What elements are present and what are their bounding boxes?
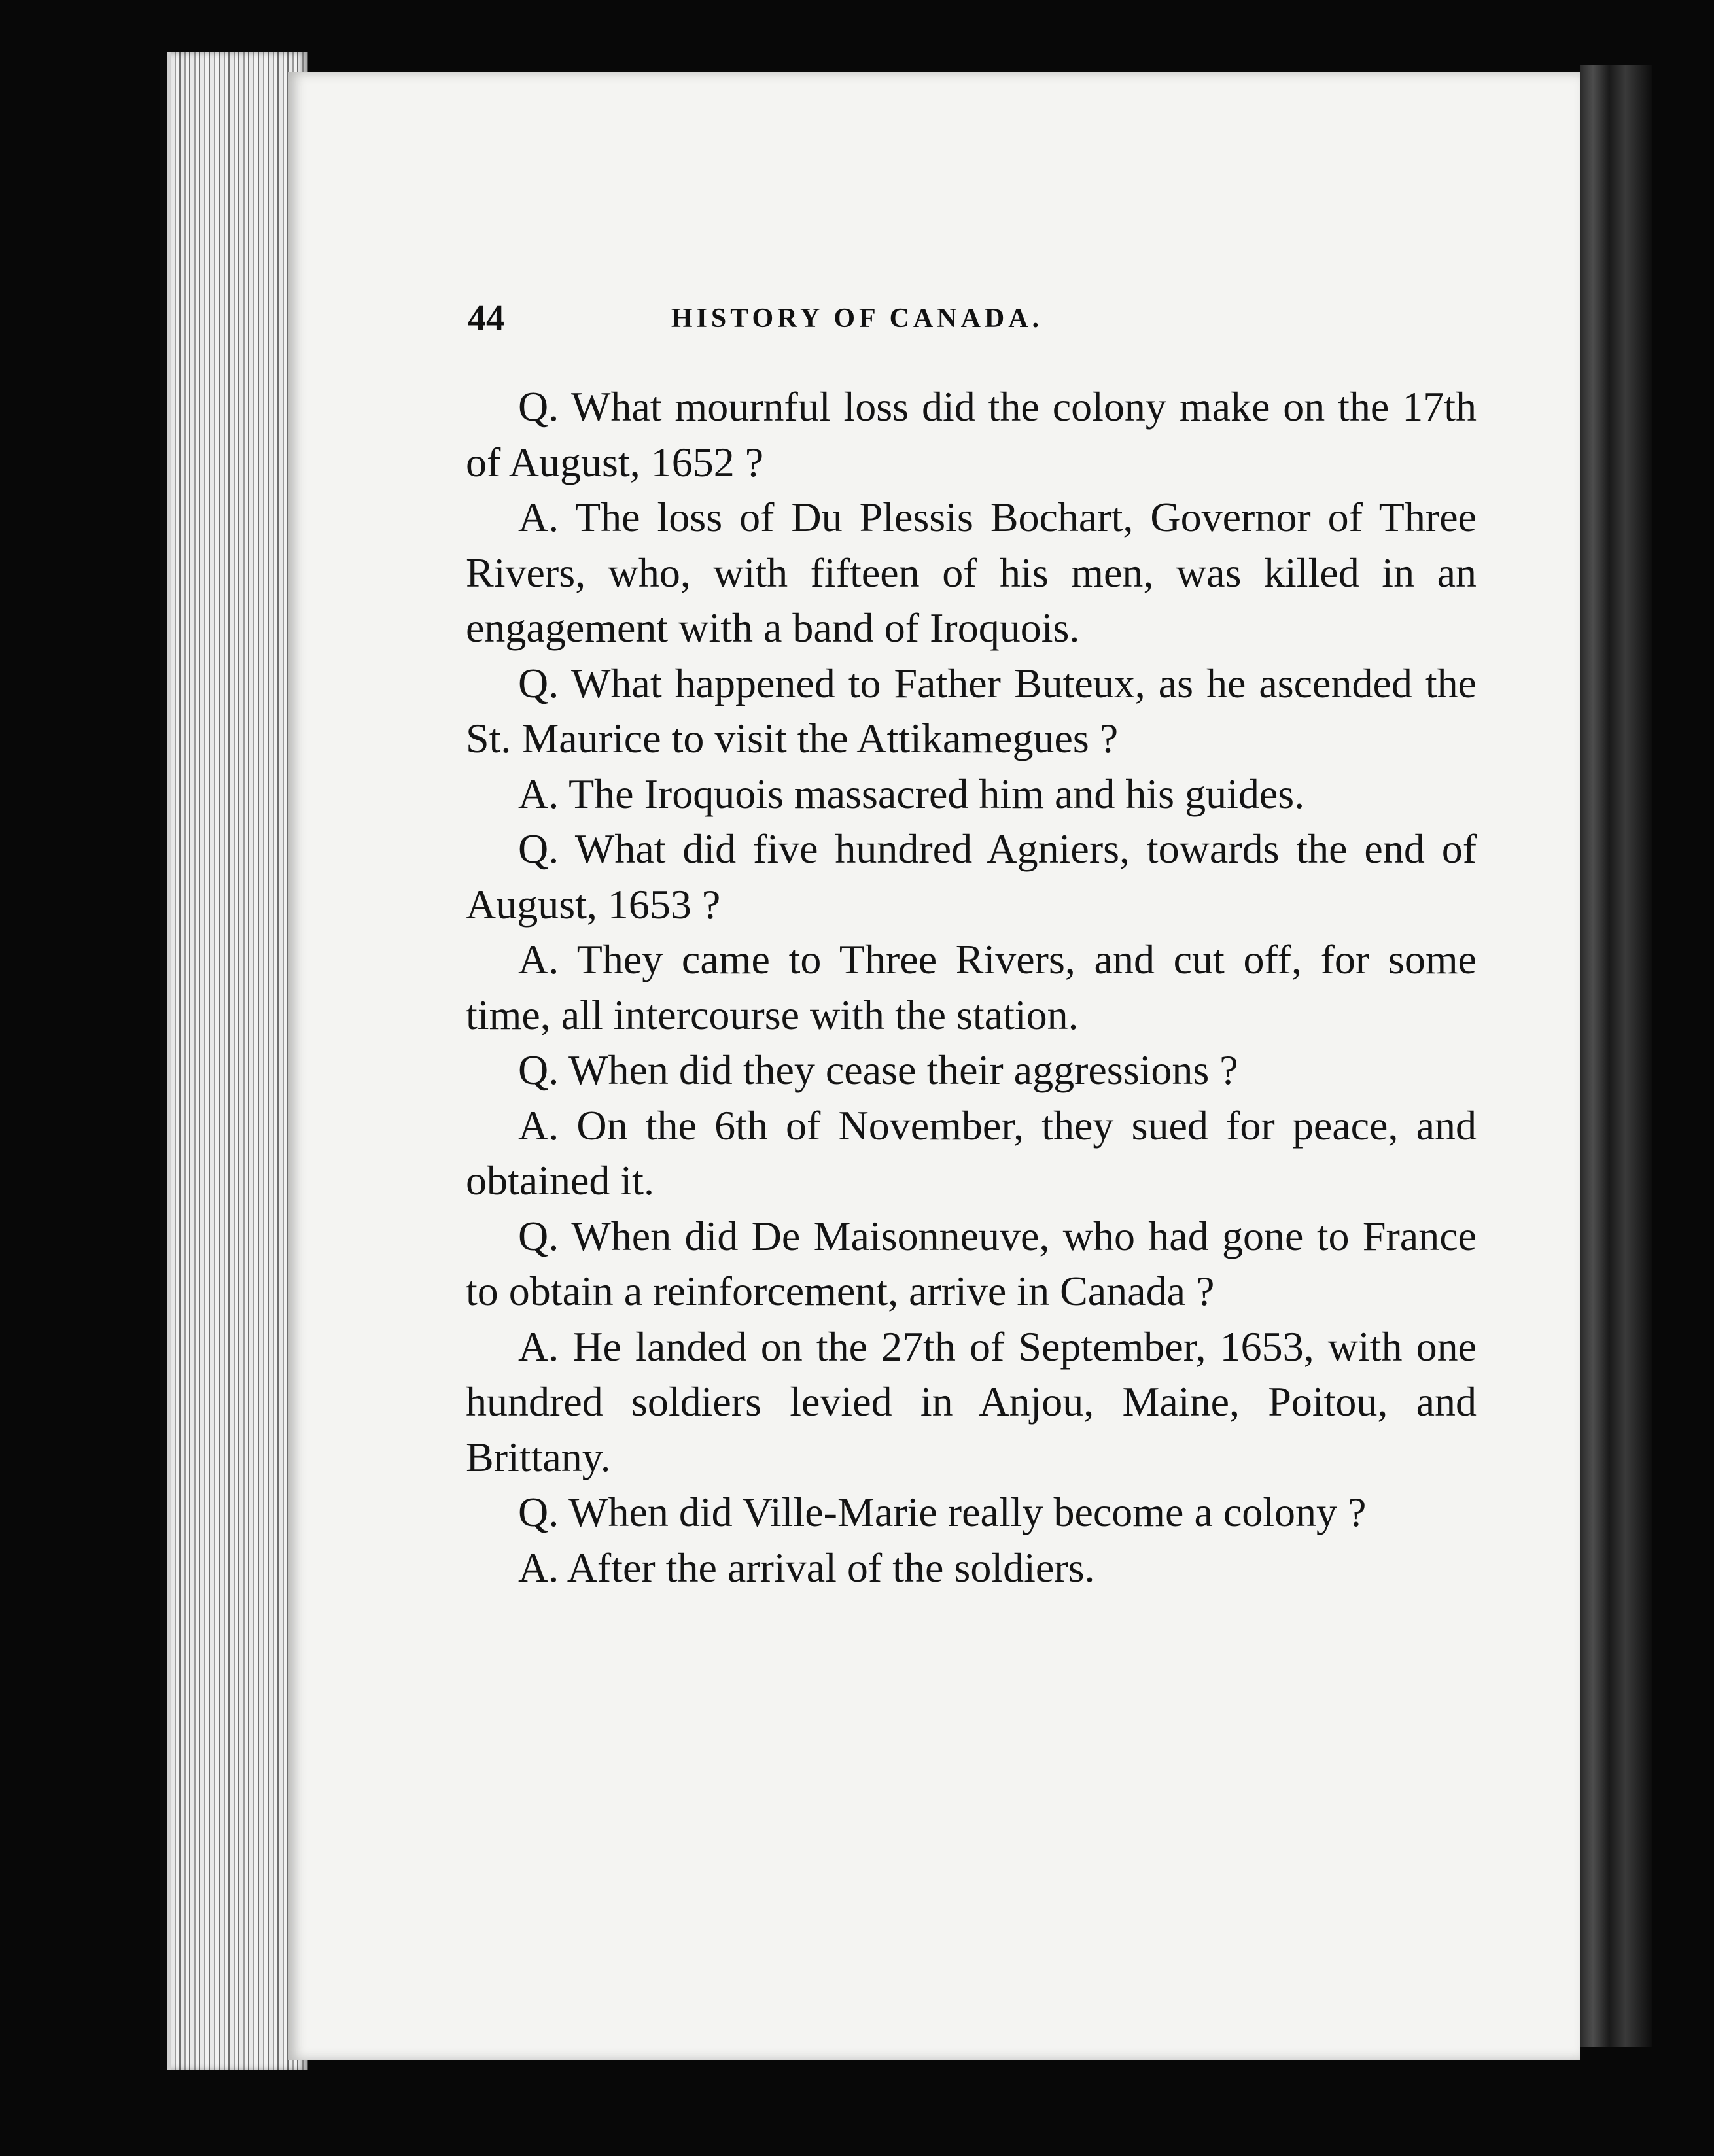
answer-2: A. The Iroquois massacred him and his guides. — [518, 770, 1305, 817]
answer-1: A. The loss of Du Plessis Bochart, Governor of Three Rivers, who, with fifteen of his men, was killed in an engagement with a band of Iroquois. — [466, 494, 1477, 651]
answer-4: A. On the 6th of November, they sued for peace, and obtained it. — [466, 1102, 1477, 1204]
question-2: Q. What happened to Father Buteux, as he ascended the St. Maurice to visit the Attikamegues ? — [466, 659, 1477, 761]
book-right-edge-shadow — [1580, 65, 1652, 2047]
running-head: HISTORY OF CANADA. — [671, 304, 1043, 334]
page-header — [468, 298, 1194, 343]
question-4: Q. When did they cease their aggressions ? — [518, 1047, 1238, 1093]
book-page-edges — [167, 52, 308, 2070]
question-5: Q. When did De Maisonneuve, who had gone to France to obtain a reinforcement, arrive in Canada ? — [466, 1212, 1477, 1314]
answer-3: A. They came to Three Rivers, and cut off, for some time, all intercourse with the station. — [466, 936, 1477, 1038]
answer-5: A. He landed on the 27th of September, 1653, with one hundred soldiers levied in Anjou, Maine, Poitou, and Brittany. — [466, 1323, 1477, 1480]
question-3: Q. What did five hundred Agniers, towards the end of August, 1653 ? — [466, 826, 1477, 928]
question-1: Q. What mournful loss did the colony make on the 17th of August, 1652 ? — [466, 383, 1477, 485]
answer-6: A. After the arrival of the soldiers. — [518, 1544, 1095, 1591]
page-number: 44 — [468, 298, 504, 339]
page-body — [466, 379, 1477, 1595]
question-6: Q. When did Ville-Marie really become a colony ? — [518, 1489, 1367, 1535]
